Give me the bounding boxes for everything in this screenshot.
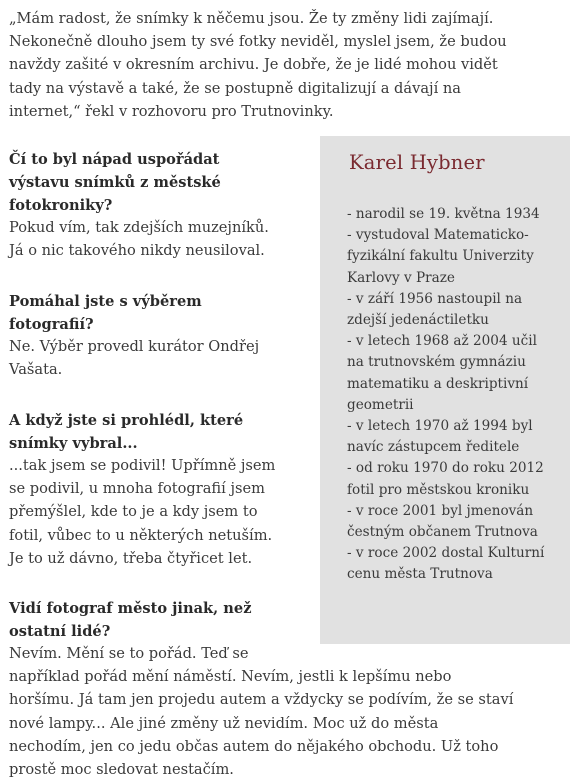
question-line: snímky vybral... [9, 435, 138, 453]
bio-fact-line: - v roce 2001 byl jmenován [347, 502, 534, 519]
question-line: ostatní lidé? [9, 623, 111, 641]
bio-sidebar [320, 136, 570, 644]
bio-fact-line: cenu města Trutnova [347, 566, 493, 583]
interview-answer [9, 454, 275, 570]
bio-fact-line: - vystudoval Matematicko- [347, 227, 529, 244]
bio-fact-line: Karlovy v Praze [347, 269, 455, 286]
bio-fact [347, 225, 544, 289]
interview-answer [9, 216, 269, 262]
question-line: Pomáhal jste s výběrem [9, 293, 202, 310]
bio-fact [347, 204, 544, 225]
bio-fact [347, 289, 544, 331]
answer-line: Pokud vím, tak zdejších muzejníků. [9, 219, 269, 236]
question-line: fotokroniky? [9, 197, 113, 215]
interview-question [9, 290, 202, 336]
intro-line: navždy zašité v okresním archivu. Je dobře, že je lidé mohou vidět [9, 56, 498, 74]
interview-answer [9, 335, 259, 381]
answer-line: Ne. Výběr provedl kurátor Ondřej [9, 338, 260, 355]
bio-fact [347, 543, 544, 585]
interview-question [9, 597, 251, 643]
bio-facts-list [347, 204, 544, 586]
answer-line: přemýšlel, kde to je a kdy jsem to [9, 503, 258, 521]
question-line: fotografií? [9, 316, 94, 334]
bio-fact-line: - v roce 2002 dostal Kulturní [347, 545, 545, 562]
question-line: A když jste si prohlédl, které [9, 412, 244, 429]
bio-fact-line: navíc zástupcem ředitele [347, 439, 520, 456]
interview-answer [9, 642, 513, 781]
bio-fact-line: - v letech 1968 až 2004 učil [347, 333, 537, 350]
interview-question [9, 148, 221, 218]
bio-fact [347, 331, 544, 416]
bio-fact-line: na trutnovském gymnáziu [347, 354, 526, 371]
answer-line: se podivil, u mnoha fotografií jsem [9, 480, 265, 498]
question-line: Vidí fotograf město jinak, než [9, 600, 252, 617]
question-line: Čí to byl nápad uspořádat [9, 151, 220, 168]
intro-line: Nekonečně dlouho jsem ty své fotky neviděl, myslel jsem, že budou [9, 33, 507, 51]
answer-line: například pořád mění náměstí. Nevím, jestli k lepšímu nebo [9, 668, 452, 686]
answer-line: prostě moc sledovat nestačím. [9, 761, 234, 779]
bio-fact [347, 501, 544, 543]
bio-fact-line: - od roku 1970 do roku 2012 [347, 460, 544, 477]
answer-line: horšímu. Já tam jen projedu autem a vždycky se podívím, že se staví [9, 691, 514, 709]
bio-fact-line: geometrii [347, 396, 414, 413]
intro-paragraph [9, 7, 507, 123]
intro-line: internet,“ řekl v rozhovoru pro Trutnovinky. [9, 102, 334, 120]
intro-line: „Mám radost, že snímky k něčemu jsou. Že ty změny lidi zajímají. [9, 10, 494, 27]
answer-line: nechodím, jen co jedu občas autem do nějakého obchodu. Už toho [9, 737, 499, 755]
answer-line: Nevím. Mění se to pořád. Teď se [9, 645, 249, 662]
answer-line: fotil, vůbec to u některých netuším. [9, 526, 273, 544]
bio-fact-line: matematiku a deskriptivní [347, 375, 529, 392]
interview-question [9, 409, 243, 455]
answer-line: Já o nic takového nikdy neusiloval. [9, 242, 265, 260]
question-line: výstavu snímků z městské [9, 174, 221, 192]
bio-title: Karel Hybner [349, 151, 485, 174]
bio-fact-line: fyzikální fakultu Univerzity [347, 248, 534, 265]
bio-fact-line: - v září 1956 nastoupil na [347, 290, 523, 307]
answer-line: nové lampy... Ale jiné změny už nevidím. Moc už do města [9, 714, 439, 732]
bio-fact [347, 416, 544, 458]
bio-fact-line: čestným občanem Trutnova [347, 524, 538, 541]
bio-fact [347, 458, 544, 500]
intro-line: tady na výstavě a také, že se postupně digitalizují a dávají na [9, 79, 461, 97]
bio-fact-line: fotil pro městskou kroniku [347, 481, 530, 498]
bio-fact-line: zdejší jedenáctiletku [347, 312, 489, 329]
answer-line: Je to už dávno, třeba čtyřicet let. [9, 549, 253, 567]
bio-fact-line: - narodil se 19. května 1934 [347, 206, 540, 222]
bio-fact-line: - v letech 1970 až 1994 byl [347, 418, 533, 435]
answer-line: ...tak jsem se podivil! Upřímně jsem [9, 457, 276, 474]
answer-line: Vašata. [9, 361, 63, 379]
